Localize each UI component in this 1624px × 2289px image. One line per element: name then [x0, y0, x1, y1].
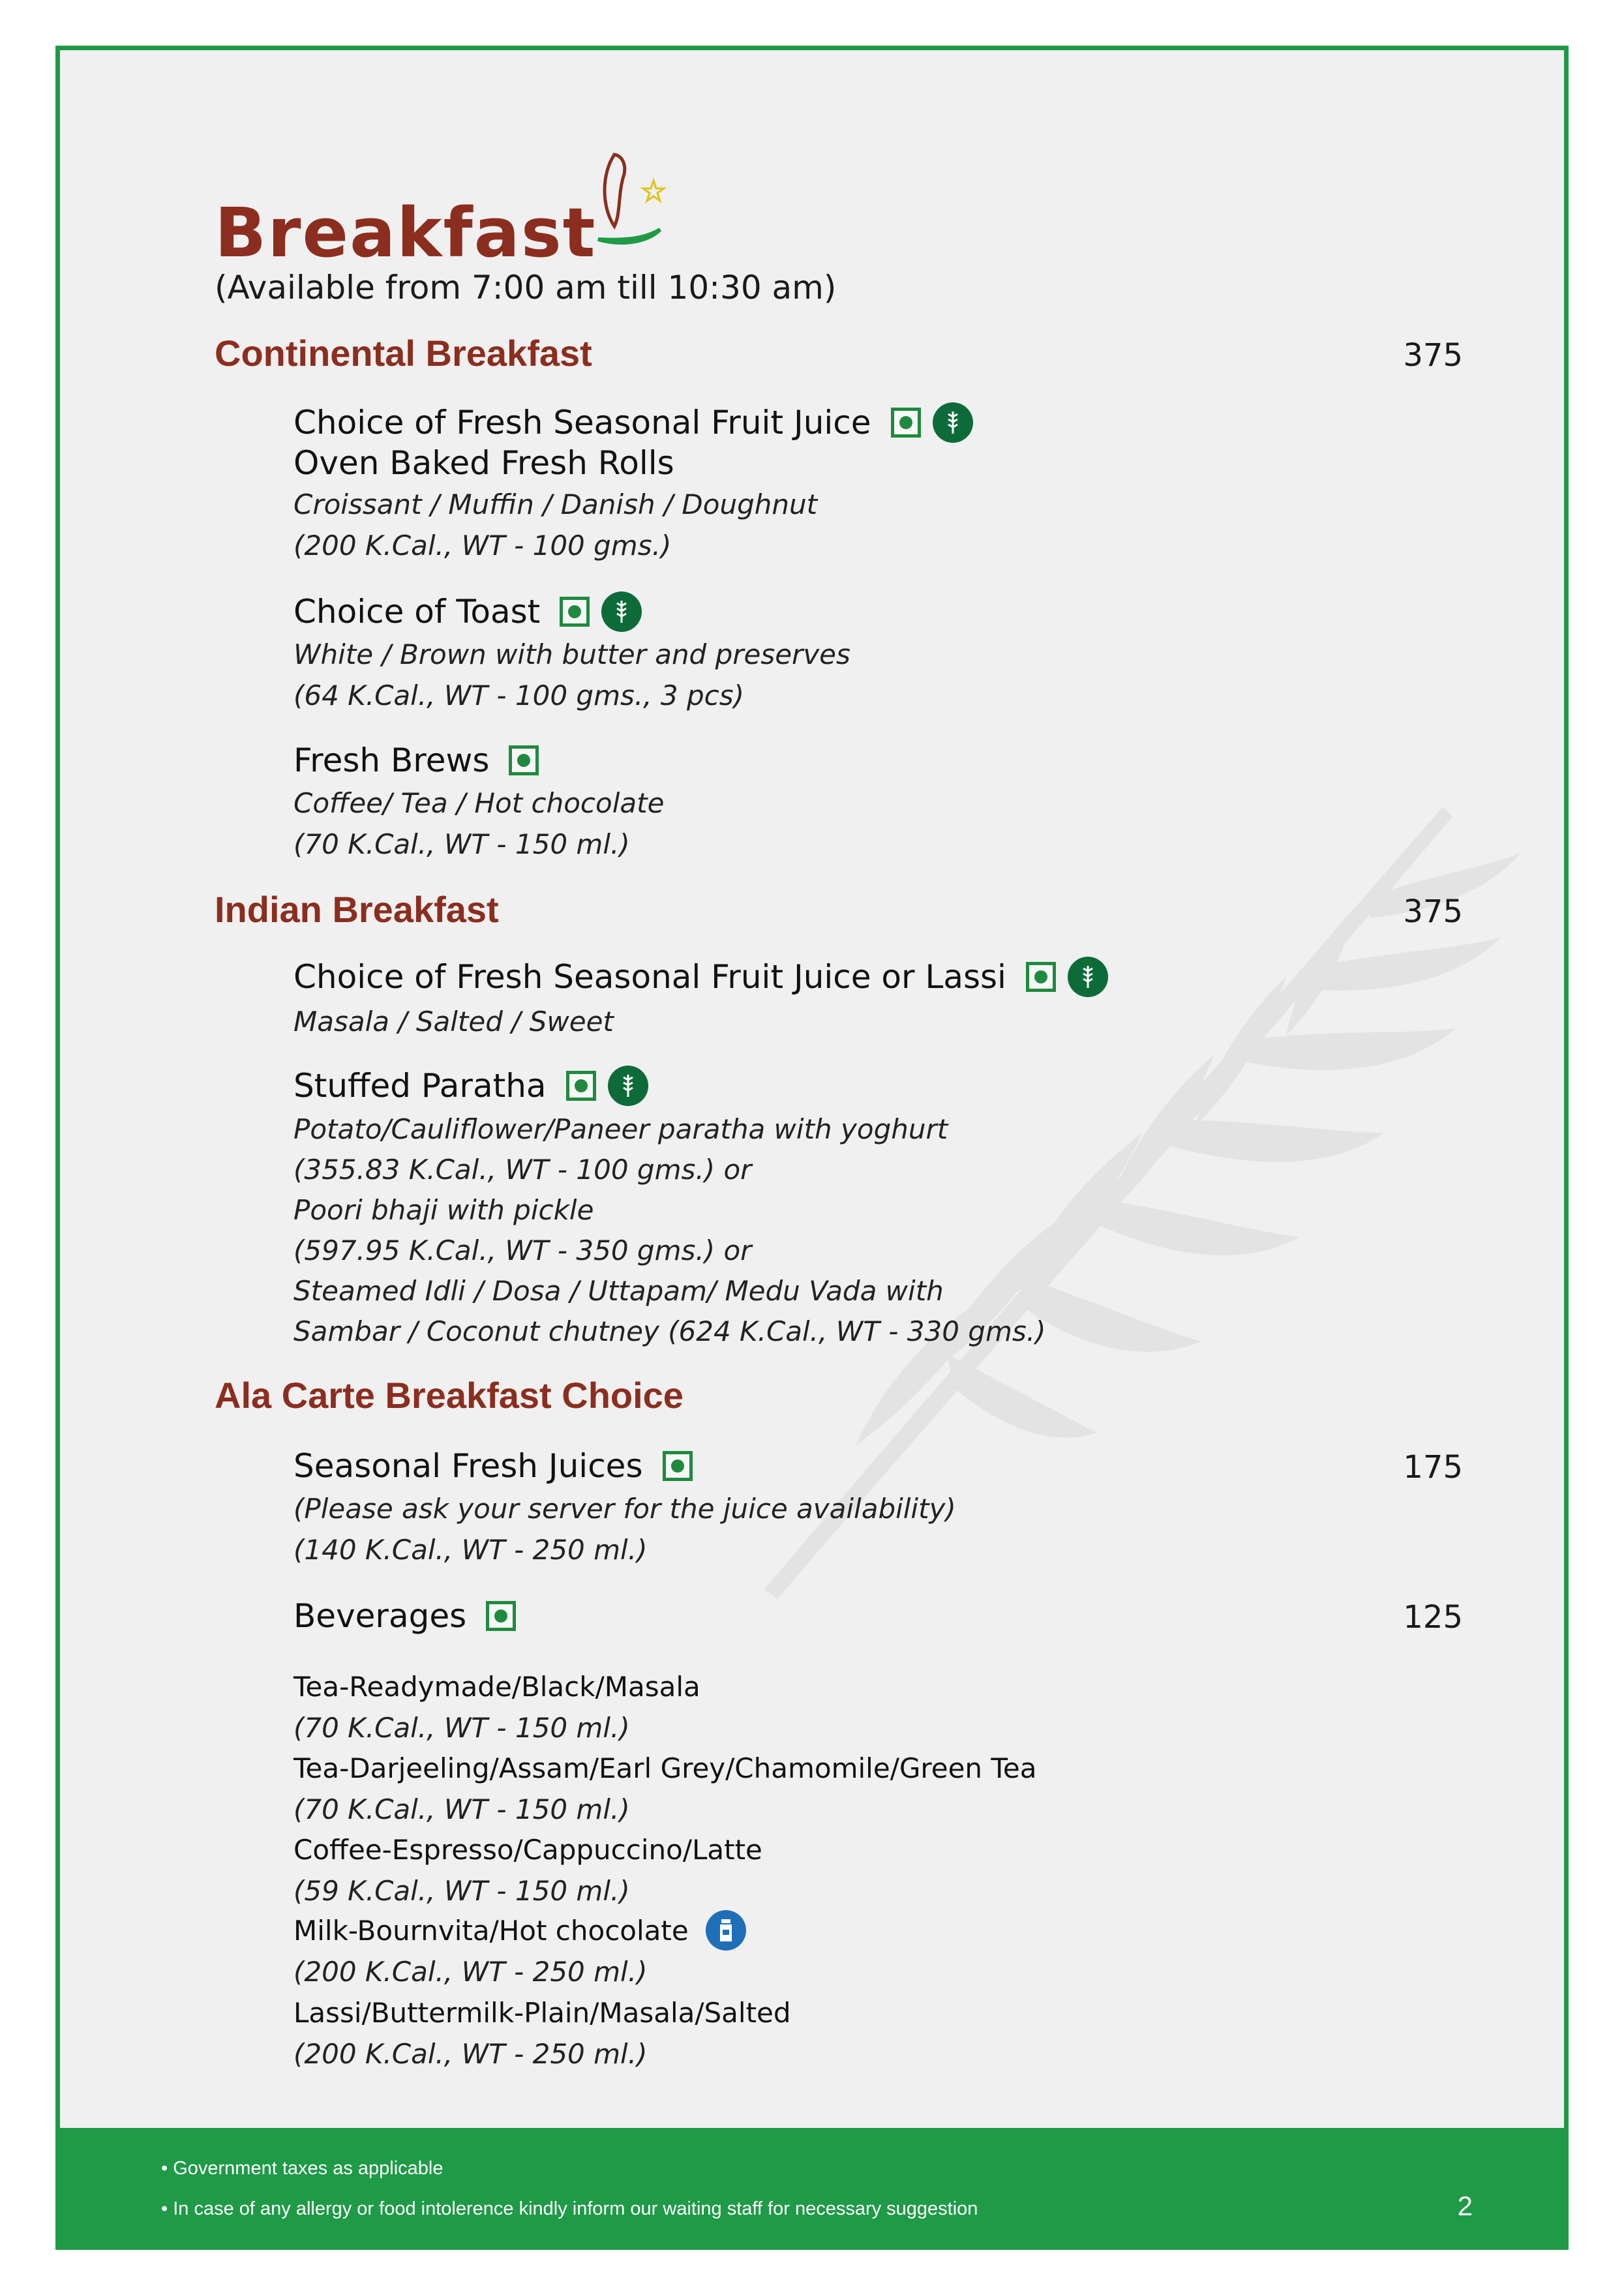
item-calories: (355.83 K.Cal., WT - 100 gms.) or	[293, 1154, 752, 1186]
item-description: Potato/Cauliflower/Paneer paratha with yoghurt	[293, 1113, 948, 1145]
item-description: Masala / Salted / Sweet	[293, 1006, 614, 1038]
item-calories: (59 K.Cal., WT - 150 ml.)	[293, 1875, 630, 1907]
beverage-option-label: Milk-Bournvita/Hot chocolate	[293, 1914, 689, 1947]
veg-mark-icon	[560, 597, 590, 627]
menu-item-brews	[293, 741, 539, 779]
item-description: White / Brown with butter and preserves	[293, 638, 850, 670]
milk-bottle-icon	[706, 1910, 746, 1951]
gluten-wheat-icon	[601, 591, 642, 632]
item-calories: (70 K.Cal., WT - 150 ml.)	[293, 1793, 630, 1825]
section-title-continental: Continental Breakfast	[215, 333, 592, 374]
gluten-wheat-icon	[608, 1066, 648, 1106]
item-description: Coffee/ Tea / Hot chocolate	[293, 787, 665, 819]
section-title-indian: Indian Breakfast	[215, 889, 499, 930]
item-description: Steamed Idli / Dosa / Uttapam/ Medu Vada with	[293, 1275, 944, 1307]
menu-item-seasonal-juices	[293, 1447, 693, 1485]
item-name: Beverages	[293, 1597, 467, 1635]
item-name: Choice of Fresh Seasonal Fruit Juice or Lassi	[293, 958, 1006, 996]
beverage-option-milk	[293, 1910, 746, 1951]
menu-page	[55, 46, 1569, 2250]
item-description: (Please ask your server for the juice availability)	[293, 1493, 956, 1525]
menu-item-toast	[293, 591, 642, 632]
item-name: Choice of Toast	[293, 593, 541, 631]
beverage-option: Coffee-Espresso/Cappuccino/Latte	[293, 1834, 762, 1866]
page-title: Breakfast	[215, 193, 597, 273]
price-continental: 375	[1403, 337, 1463, 374]
page-number: 2	[1457, 2191, 1473, 2221]
item-calories: (200 K.Cal., WT - 100 gms.)	[293, 530, 672, 561]
veg-mark-icon	[566, 1071, 596, 1101]
item-description: Sambar / Coconut chutney (624 K.Cal., WT - 330 gms.)	[293, 1315, 1046, 1347]
gluten-wheat-icon	[1068, 957, 1108, 997]
item-name: Fresh Brews	[293, 741, 490, 779]
item-description: Poori bhaji with pickle	[293, 1194, 594, 1226]
item-calories: (597.95 K.Cal., WT - 350 gms.) or	[293, 1234, 752, 1266]
price-indian: 375	[1403, 893, 1463, 930]
beverage-option: Lassi/Buttermilk-Plain/Masala/Salted	[293, 1997, 791, 2029]
footer-note-allergy: • In case of any allergy or food intolerence kindly inform our waiting staff for necessary suggestion	[161, 2198, 978, 2219]
veg-mark-icon	[663, 1451, 693, 1481]
breakfast-logo-icon	[588, 148, 680, 259]
availability-note: (Available from 7:00 am till 10:30 am)	[215, 269, 837, 307]
beverage-option: Tea-Darjeeling/Assam/Earl Grey/Chamomile/Green Tea	[293, 1752, 1037, 1784]
menu-item-beverages	[293, 1597, 516, 1635]
veg-mark-icon	[891, 408, 921, 438]
section-title-alacarte: Ala Carte Breakfast Choice	[215, 1375, 684, 1416]
menu-item-rolls: Oven Baked Fresh Rolls	[293, 444, 674, 482]
veg-mark-icon	[1026, 962, 1056, 992]
beverage-option: Tea-Readymade/Black/Masala	[293, 1671, 700, 1703]
footer-bar	[60, 2128, 1564, 2245]
price-seasonal-juices: 175	[1403, 1449, 1463, 1486]
gluten-wheat-icon	[933, 402, 973, 443]
item-calories: (200 K.Cal., WT - 250 ml.)	[293, 2038, 648, 2070]
item-calories: (70 K.Cal., WT - 150 ml.)	[293, 828, 630, 860]
item-calories: (70 K.Cal., WT - 150 ml.)	[293, 1712, 630, 1744]
item-name: Choice of Fresh Seasonal Fruit Juice	[293, 404, 871, 441]
veg-mark-icon	[509, 745, 539, 775]
item-description: Croissant / Muffin / Danish / Doughnut	[293, 488, 818, 520]
item-name: Seasonal Fresh Juices	[293, 1447, 643, 1485]
item-name: Stuffed Paratha	[293, 1067, 547, 1105]
menu-item-juice-lassi	[293, 957, 1108, 997]
footer-note-taxes: • Government taxes as applicable	[161, 2158, 444, 2179]
item-calories: (200 K.Cal., WT - 250 ml.)	[293, 1956, 648, 1988]
menu-item-paratha	[293, 1066, 648, 1106]
veg-mark-icon	[486, 1601, 516, 1631]
item-calories: (64 K.Cal., WT - 100 gms., 3 pcs)	[293, 680, 745, 711]
price-beverages: 125	[1403, 1599, 1463, 1636]
item-calories: (140 K.Cal., WT - 250 ml.)	[293, 1534, 648, 1566]
menu-item-fruit-juice	[293, 402, 973, 443]
